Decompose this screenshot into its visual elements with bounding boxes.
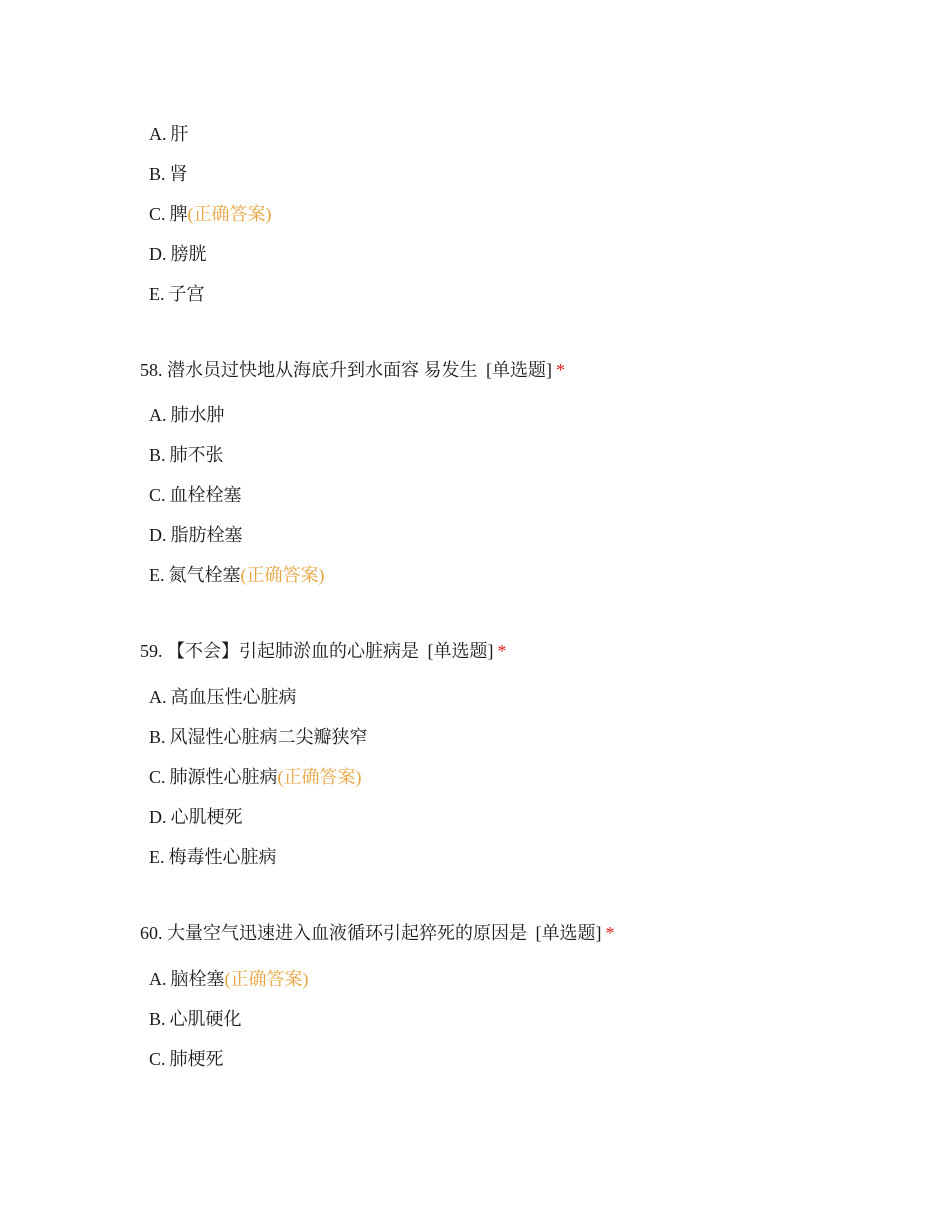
option-letter: E. [149, 284, 165, 304]
question-number: 58. [140, 360, 163, 380]
option-letter: C. [149, 767, 166, 787]
required-marker: * [605, 923, 615, 943]
question-type: [单选题] [427, 641, 494, 661]
question-number: 60. [140, 923, 163, 943]
option-text: 心肌梗死 [170, 807, 243, 827]
option-text: 风湿性心脏病二尖瓣狭窄 [169, 727, 368, 747]
q57-option-d[interactable] [149, 234, 272, 274]
option-letter: B. [149, 445, 166, 465]
option-letter: A. [149, 969, 167, 989]
question-text: 潜水员过快地从海底升到水面容 易发生 [167, 360, 478, 380]
option-letter: D. [149, 807, 167, 827]
option-letter: C. [149, 204, 166, 224]
option-letter: A. [149, 405, 167, 425]
required-marker: * [497, 641, 507, 661]
question-number: 59. [140, 641, 163, 661]
q60-option-b[interactable] [149, 999, 309, 1039]
option-letter: E. [149, 847, 165, 867]
question-type: [单选题] [535, 923, 602, 943]
correct-answer-marker: (正确答案) [224, 969, 309, 989]
q60-option-a[interactable] [149, 959, 309, 999]
option-text: 肺不张 [169, 445, 224, 465]
correct-answer-marker: (正确答案) [187, 204, 272, 224]
option-text: 脾 [169, 204, 188, 224]
q60-option-c[interactable] [149, 1039, 309, 1079]
option-text: 肺水肿 [170, 405, 225, 425]
option-letter: D. [149, 525, 167, 545]
correct-answer-marker: (正确答案) [277, 767, 362, 787]
option-text: 肺源性心脏病 [169, 767, 278, 787]
option-text: 高血压性心脏病 [170, 687, 297, 707]
option-text: 肾 [169, 164, 188, 184]
option-letter: B. [149, 727, 166, 747]
q59-option-a[interactable] [149, 677, 368, 717]
q59-option-b[interactable] [149, 717, 368, 757]
option-letter: B. [149, 164, 166, 184]
q59-title [140, 637, 507, 665]
option-text: 氮气栓塞 [168, 565, 241, 585]
q57-option-a[interactable] [149, 114, 272, 154]
option-letter: C. [149, 485, 166, 505]
option-letter: E. [149, 565, 165, 585]
option-text: 子宫 [168, 284, 205, 304]
correct-answer-marker: (正确答案) [240, 565, 325, 585]
q57-options [149, 114, 272, 314]
q59-option-d[interactable] [149, 797, 368, 837]
q57-option-e[interactable] [149, 274, 272, 314]
q57-option-c[interactable] [149, 194, 272, 234]
option-letter: D. [149, 244, 167, 264]
q58-option-c[interactable] [149, 475, 325, 515]
option-text: 膀胱 [170, 244, 207, 264]
q58-option-a[interactable] [149, 395, 325, 435]
option-letter: B. [149, 1009, 166, 1029]
option-text: 梅毒性心脏病 [168, 847, 277, 867]
option-text: 肝 [170, 124, 189, 144]
q59-options [149, 677, 368, 877]
option-text: 心肌硬化 [169, 1009, 242, 1029]
option-text: 血栓栓塞 [169, 485, 242, 505]
option-text: 肺梗死 [169, 1049, 224, 1069]
option-letter: C. [149, 1049, 166, 1069]
q58-option-b[interactable] [149, 435, 325, 475]
q59-option-e[interactable] [149, 837, 368, 877]
q57-option-b[interactable] [149, 154, 272, 194]
option-text: 脑栓塞 [170, 969, 225, 989]
question-text: 大量空气迅速进入血液循环引起猝死的原因是 [167, 923, 527, 943]
question-type: [单选题] [486, 360, 552, 380]
question-text: 【不会】引起肺淤血的心脏病是 [167, 641, 419, 661]
q58-options [149, 395, 325, 595]
option-letter: A. [149, 687, 167, 707]
required-marker: * [556, 360, 565, 380]
q58-option-d[interactable] [149, 515, 325, 555]
q59-option-c[interactable] [149, 757, 368, 797]
option-letter: A. [149, 124, 167, 144]
q60-title [140, 919, 615, 947]
q58-title [140, 356, 565, 384]
option-text: 脂肪栓塞 [170, 525, 243, 545]
q58-option-e[interactable] [149, 555, 325, 595]
q60-options [149, 959, 309, 1079]
